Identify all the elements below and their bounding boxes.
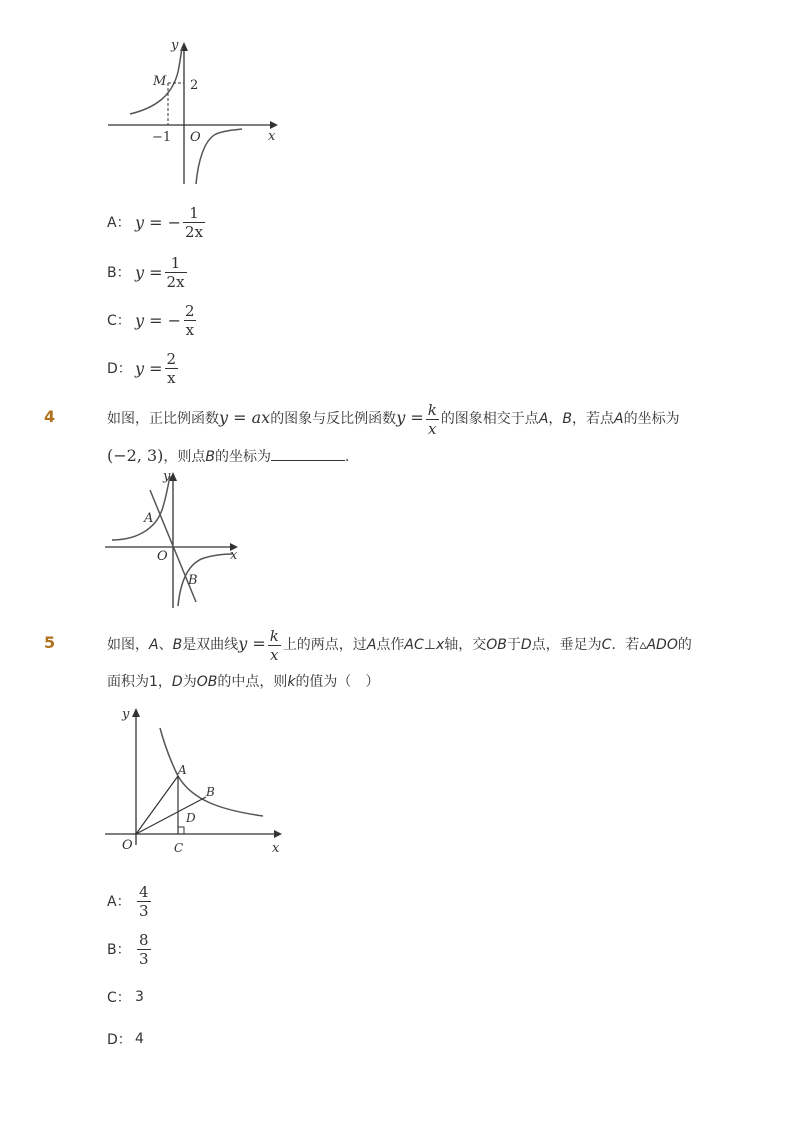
q5-option-a-fraction: $\frac{4}{3}$ bbox=[139, 882, 149, 920]
q3-option-d-fraction: $\frac{2}{x}$ bbox=[166, 349, 177, 387]
q5-option-b[interactable] bbox=[107, 929, 153, 969]
q3-option-d-label: D： bbox=[107, 361, 132, 377]
fig1-origin: O bbox=[190, 130, 201, 145]
hyperbola-figure-q3 bbox=[100, 32, 290, 192]
q4-figure bbox=[100, 468, 250, 610]
q3-option-a-fraction: $\frac{1}{2x}$ bbox=[185, 203, 204, 241]
q4-fig-o: O bbox=[157, 549, 168, 564]
q5-option-a[interactable] bbox=[107, 881, 153, 921]
q5-fig-y: y bbox=[122, 707, 130, 722]
q5-option-c-value: 3 bbox=[135, 989, 144, 1005]
q5-fig-c: C bbox=[174, 841, 184, 855]
q5-figure bbox=[100, 700, 290, 860]
q5-option-b-fraction: $\frac{8}{3}$ bbox=[139, 930, 149, 968]
q4-fig-y: y bbox=[163, 469, 171, 484]
q5-fig-a: A bbox=[178, 763, 187, 777]
q4-fig-b: B bbox=[188, 573, 198, 588]
q3-option-b-label: B： bbox=[107, 265, 131, 281]
question-5-text: 如图，A、B是双曲线y = $\frac{k}{x}$ 上的两点，过A点作AC⊥x轴，交OB于D点，垂足为C．若▵ADO的 面积为1，D为OB的中点，则k的值为（ ） bbox=[107, 626, 692, 690]
fig1-y-label: y bbox=[171, 38, 179, 53]
q3-option-a-sign: y = − bbox=[135, 212, 182, 232]
q3-option-b-fraction: $\frac{1}{2x}$ bbox=[166, 253, 185, 291]
q3-option-b[interactable] bbox=[107, 252, 189, 292]
fig1-tick-2: 2 bbox=[190, 78, 199, 93]
fig1-tick-minus1: −1 bbox=[152, 130, 172, 145]
q3-option-d[interactable] bbox=[107, 348, 180, 388]
q3-option-c[interactable] bbox=[107, 300, 199, 340]
q3-option-d-sign: y = bbox=[135, 358, 163, 378]
q5-fig-x: x bbox=[272, 841, 280, 856]
q5-fig-o: O bbox=[122, 838, 133, 853]
q4-fig-a: A bbox=[144, 511, 154, 526]
q5-fig-d: D bbox=[186, 811, 196, 825]
q5-option-b-label: B： bbox=[107, 942, 131, 958]
q5-fig-b: B bbox=[206, 785, 215, 799]
q3-option-a[interactable] bbox=[107, 202, 207, 242]
fig1-point-m: M bbox=[153, 74, 167, 89]
question-4-text: 如图，正比例函数y = ax的图象与反比例函数y = $\frac{k}{x}$ 的图象相交于点A，B，若点A的坐标为 (−2, 3)，则点B的坐标为 ． bbox=[107, 400, 680, 465]
q5-option-c-label: C： bbox=[107, 990, 131, 1006]
q3-option-b-sign: y = bbox=[135, 262, 163, 282]
fig1-x-label: x bbox=[268, 129, 276, 144]
q4-fig-x: x bbox=[230, 548, 238, 563]
q5-option-c[interactable] bbox=[107, 977, 144, 1017]
q3-option-c-label: C： bbox=[107, 313, 131, 329]
q3-option-a-label: A： bbox=[107, 215, 131, 231]
question-4-number: 4 bbox=[44, 407, 56, 426]
q5-option-d[interactable] bbox=[107, 1019, 144, 1059]
answer-blank[interactable] bbox=[271, 446, 345, 461]
q5-option-d-label: D： bbox=[107, 1032, 132, 1048]
q3-option-c-sign: y = − bbox=[135, 310, 182, 330]
q3-option-c-fraction: $\frac{2}{x}$ bbox=[185, 301, 195, 339]
question-5-number: 5 bbox=[44, 633, 56, 652]
q5-option-a-label: A： bbox=[107, 894, 131, 910]
q5-option-d-value: 4 bbox=[135, 1031, 144, 1047]
